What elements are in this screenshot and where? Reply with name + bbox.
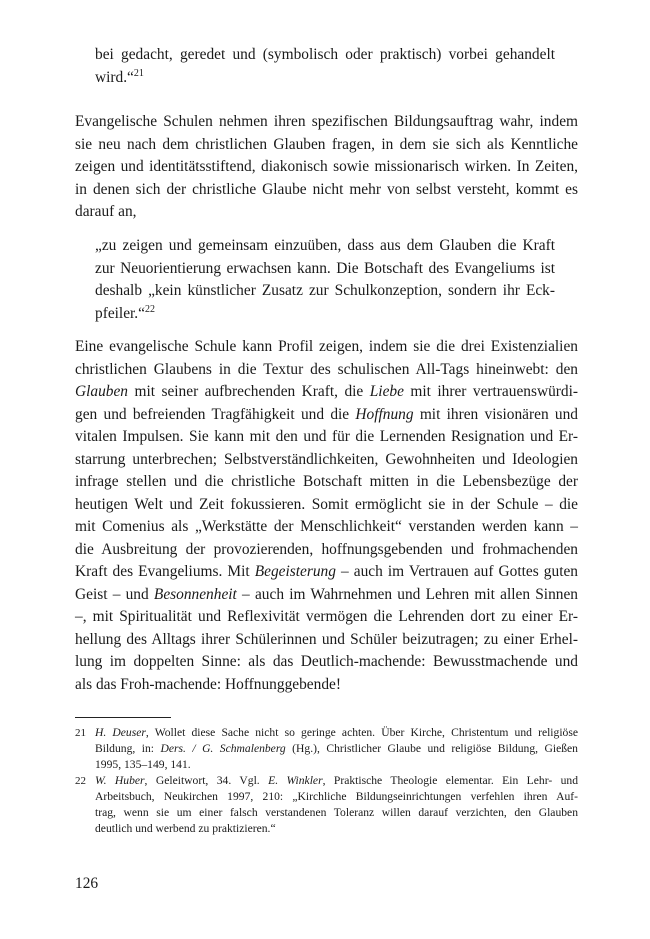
text-line: Kraft des Evangeliums. Mit Begeisterung – auch im Vertrauen auf Gottes guten [75, 563, 578, 580]
footnote-21 [75, 725, 578, 773]
quote-line: wird.“$^{21}$ [95, 67, 144, 86]
footnote-line: W. Huber, Geleitwort, 34. Vgl. E. Winkler, Praktische Theologie elementar. Ein Lehr- und [95, 774, 578, 787]
text-line: gen und befreienden Tragfähigkeit und die Hoffnung mit ihren visionären und [75, 405, 578, 423]
footnote-line: trag, wenn sie um einer falsch verstandenen Toleranz willen darauf verzichten, den Glauben [95, 806, 578, 819]
text-line: –, mit Spiritualität und Reflexivität vermögen die Lehrenden dort zu einer Er- [75, 608, 578, 625]
text-line: infrage stellen und die christliche Botschaft mitten in die Lebensbezüge der [75, 473, 578, 490]
text-line: in denen sich der christliche Glaube nicht mehr von selbst versteht, kommt es [75, 180, 578, 198]
block-quote-continuation [95, 44, 555, 91]
block-quote-botschaft [95, 235, 555, 327]
footnote-line: H. Deuser, Wollet diese Sache nicht so geringe achten. Über Kirche, Christentum und religiöse [95, 726, 579, 739]
text-line: Geist – und Besonnenheit – auch im Wahrnehmen und Lehren mit allen Sinnen [75, 585, 578, 603]
footnote-reference-21: 21 [133, 67, 144, 79]
text-line: starrung unterbrechen; Selbstverständlichkeiten, Gewohnheiten und Ideologien [75, 450, 578, 468]
footnote-number: 21 [75, 727, 86, 739]
footnote-line: Bildung, in: Ders. / G. Schmalenberg (Hg.), Christlicher Glaube und religiöse Bildung, Gießen [95, 742, 578, 755]
text-line: heutigen Welt und Zeit fokussieren. Somit ermöglicht sie in der Schule – die [75, 495, 578, 513]
text-line: zeigen und identitätsstiftend, diakonisch sowie missionarisch wirken. In Zeiten, [75, 158, 578, 175]
quote-line: pfeiler.“$^{22}$ [95, 303, 155, 322]
text-line: darauf an, [75, 203, 137, 220]
text-line: Glauben mit seiner aufbrechenden Kraft, die Liebe mit ihrer vertrauenswürdi- [75, 383, 579, 400]
text-line: mit Comenius als „Werkstätte der Menschlichkeit“ verstanden werden kann – [75, 518, 578, 535]
text-line: als das Froh-machende: Hoffnunggebende! [75, 675, 341, 693]
footnote-22 [75, 773, 578, 837]
page-number: 126 [75, 875, 99, 892]
footnote-line: deutlich und werbend zu praktizieren.“ [95, 822, 276, 835]
quote-line: deshalb „kein künstlicher Zusatz zur Schulkonzeption, sondern ihr Eck- [95, 282, 555, 299]
footnote-line: Arbeitsbuch, Neukirchen 1997, 210: „Kirchliche Bildungseinrichtungen verfehlen ihren Auf- [95, 790, 578, 803]
text-line: Evangelische Schulen nehmen ihren spezifischen Bildungsauftrag wahr, indem [75, 113, 578, 130]
quote-line: zur Neuorientierung erwachsen kann. Die Botschaft des Evangeliums ist [95, 259, 555, 277]
paragraph-profil-zeigen [75, 336, 578, 696]
footnote-number: 22 [75, 775, 86, 787]
footnote-line: 1995, 135–149, 141. [95, 758, 191, 771]
quote-line: „zu zeigen und gemeinsam einzuüben, dass aus dem Glauben die Kraft [95, 237, 555, 254]
footnotes [75, 725, 578, 837]
text-line: hellung des Alltags ihrer Schülerinnen und Schüler beizutragen; zu einer Erhel- [75, 630, 578, 648]
quote-line: bei gedacht, geredet und (symbolisch oder praktisch) vorbei gehandelt [95, 46, 555, 63]
text-line: Eine evangelische Schule kann Profil zeigen, indem sie die drei Existenzialien [75, 338, 578, 355]
footnote-reference-22: 22 [145, 303, 155, 315]
text-line: die Ausbreitung der provozierenden, hoffnungsgebenden und frohmachenden [75, 540, 578, 558]
text-line: christlichen Glaubens in die Textur des schulischen All-Tags hineinwebt: den [75, 360, 578, 378]
footnote-separator [75, 717, 171, 718]
text-line: sie neu nach dem christlichen Glauben fragen, in dem sie sich als Kenntliche [75, 135, 578, 153]
text-line: vitalen Impulsen. Sie kann mit den und für die Lernenden Resignation und Er- [75, 428, 578, 445]
text-line: lung im doppelten Sinne: als das Deutlich-machende: Bewusstmachende und [75, 653, 578, 670]
paragraph-evangelische-schulen [75, 111, 578, 224]
